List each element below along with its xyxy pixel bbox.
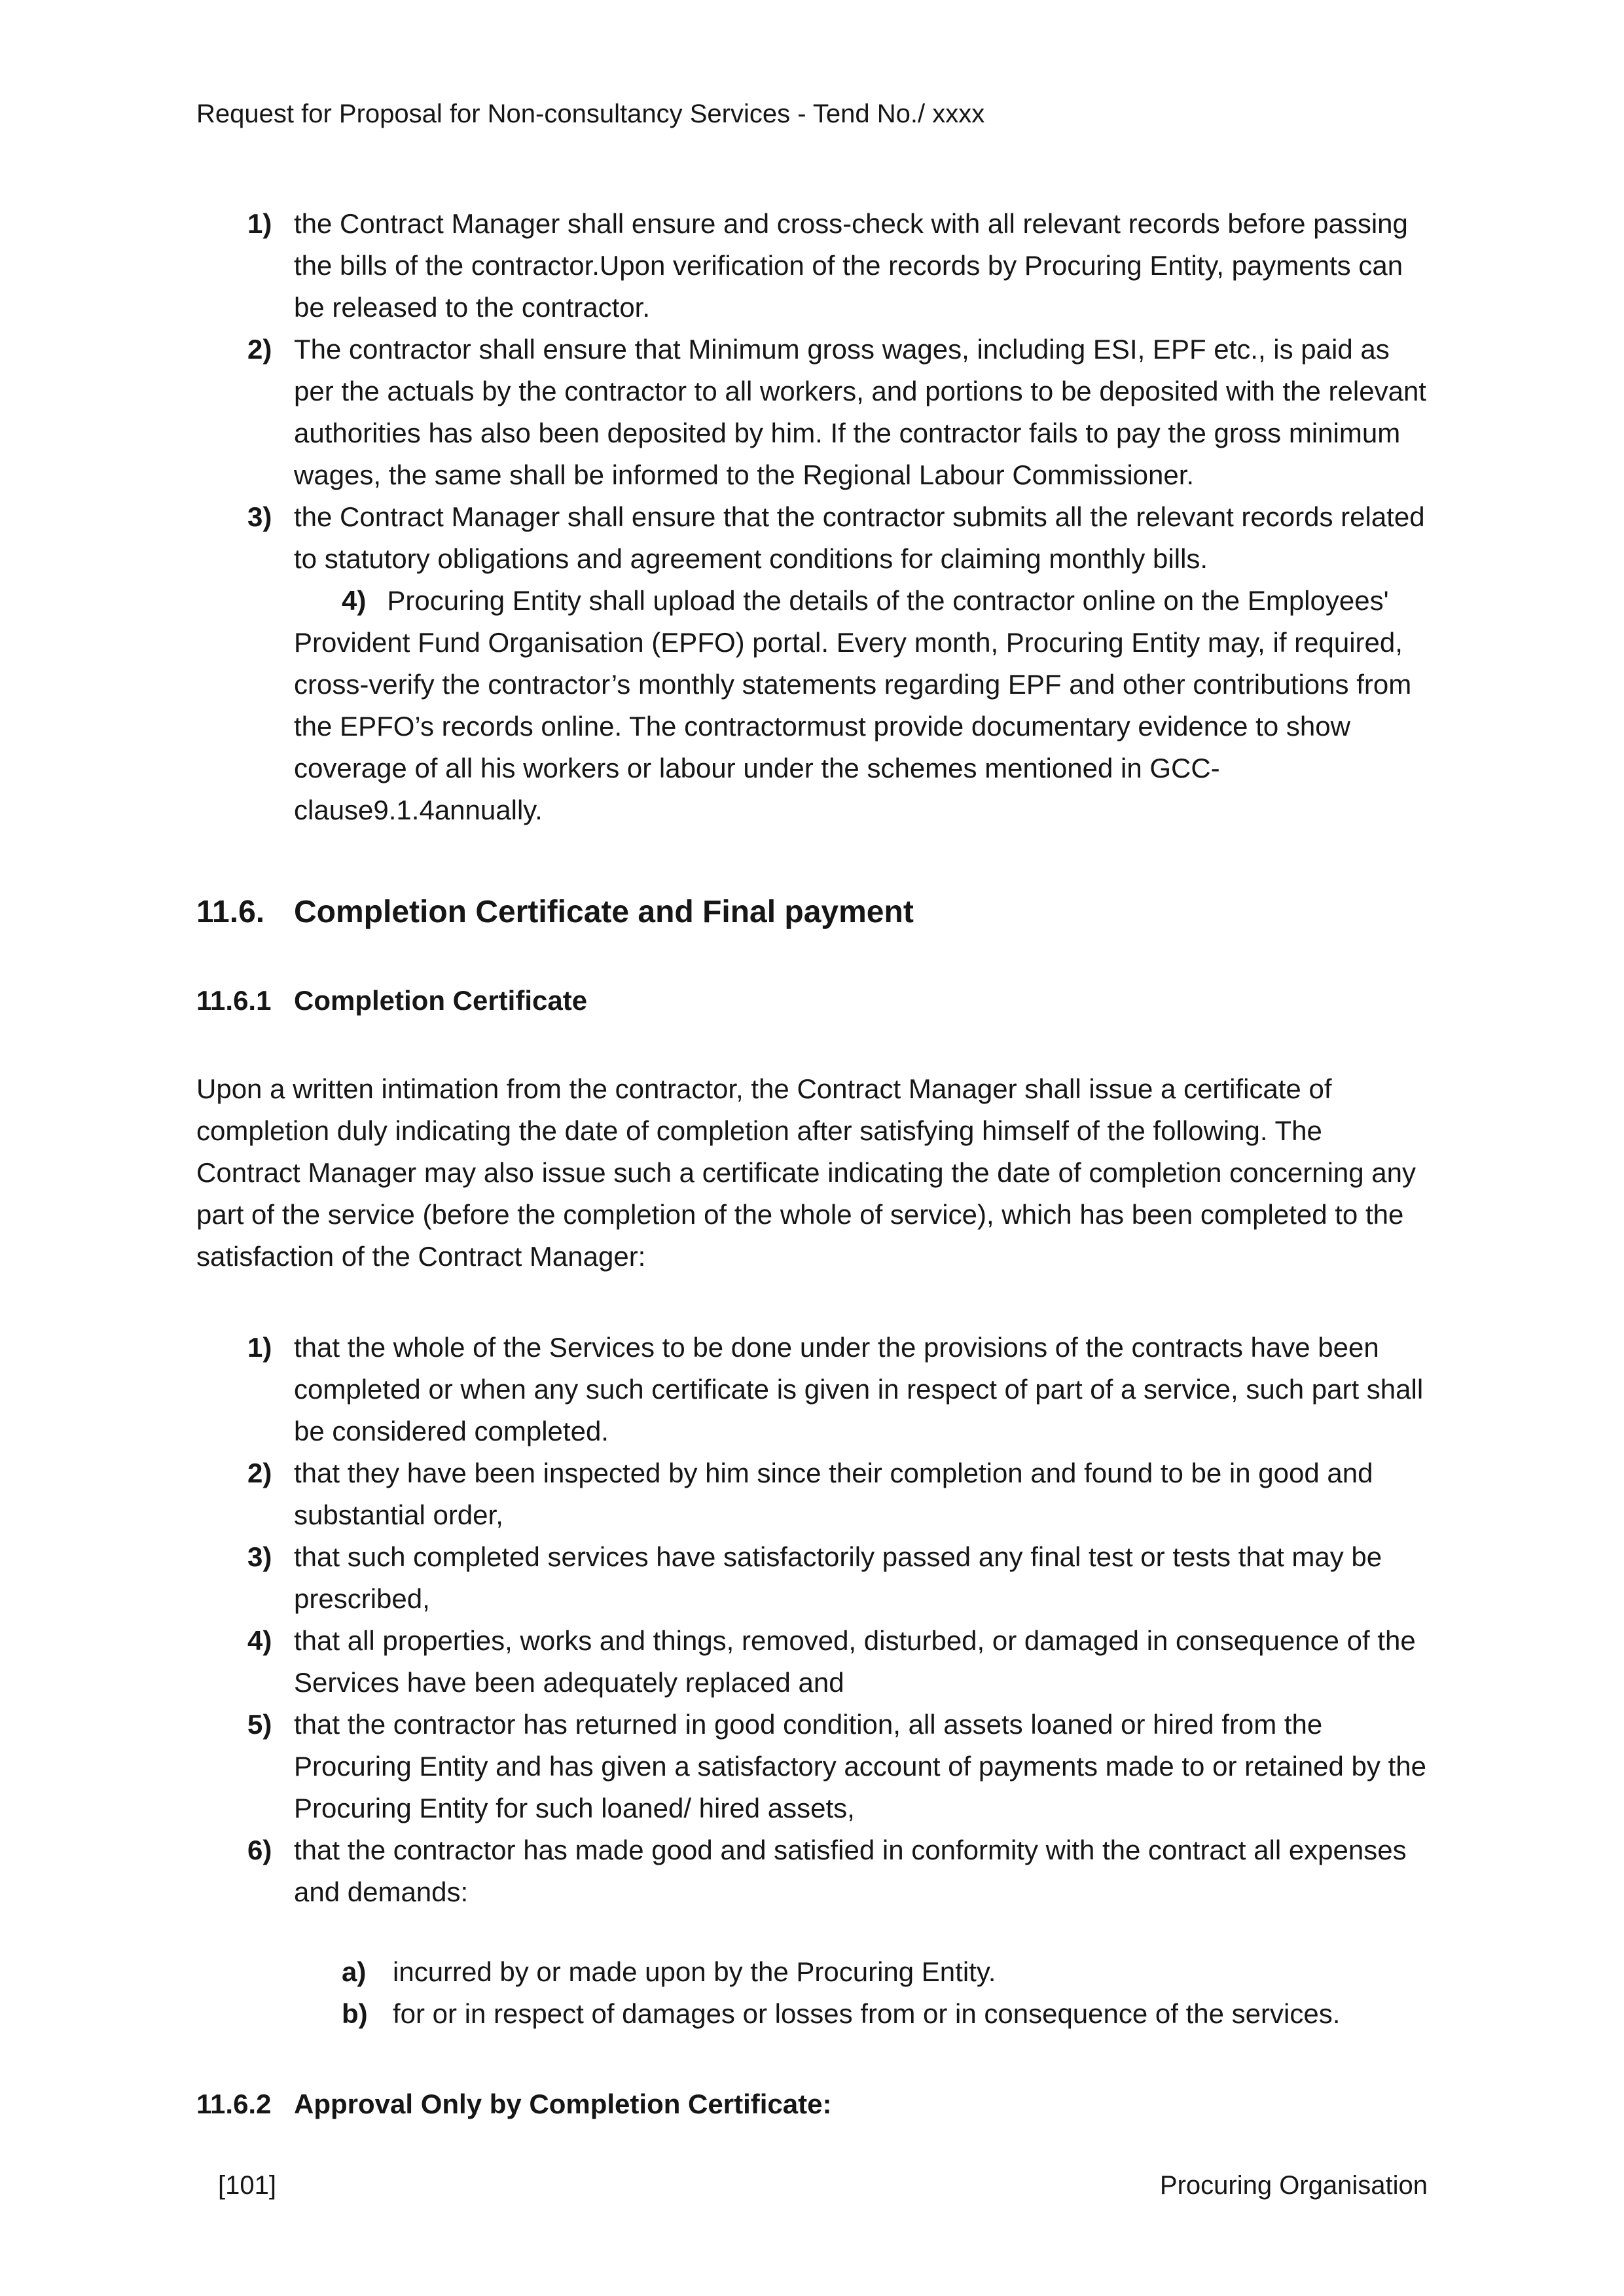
list-marker: 2) bbox=[247, 334, 272, 365]
list-item-text: that the contractor has made good and satisfied in conformity with the contract all expenses and demands: bbox=[294, 1835, 1407, 1907]
section-heading-11-6 bbox=[196, 893, 1428, 931]
sub-list-item bbox=[196, 1951, 1428, 1993]
list-marker: 5) bbox=[247, 1709, 272, 1740]
section-number: 11.6. bbox=[196, 895, 265, 929]
completion-intro-paragraph: Upon a written intimation from the contractor, the Contract Manager shall issue a certificate of completion duly indicating the date of completion after satisfying himself of the following. The Contract Manager may also issue such a certificate indicating the date of completion concerning any part of the service (before the completion of the whole of service), which has been completed to the satisfaction of the Contract Manager: bbox=[196, 1073, 1416, 1272]
list-marker: 3) bbox=[247, 501, 272, 532]
list-item bbox=[196, 1704, 1428, 1829]
sub-list-item bbox=[196, 1993, 1428, 2035]
list-marker: 2) bbox=[247, 1458, 272, 1488]
list-item-text: the Contract Manager shall ensure and cross-check with all relevant records before passing the bills of the contractor.Upon verification of the records by Procuring Entity, payments can be released to the contractor. bbox=[294, 208, 1408, 323]
list-marker: 1) bbox=[247, 1332, 272, 1363]
list-marker: 3) bbox=[247, 1541, 272, 1572]
section-title: Completion Certificate bbox=[294, 985, 588, 1016]
payment-obligations-list bbox=[196, 203, 1428, 580]
list-item bbox=[196, 1620, 1428, 1704]
section-number: 11.6.2 bbox=[196, 2089, 272, 2119]
list-item bbox=[196, 1327, 1428, 1452]
list-item-text: the Contract Manager shall ensure that the contractor submits all the relevant records related to statutory obligations and agreement conditions for claiming monthly bills. bbox=[294, 501, 1425, 574]
section-heading-11-6-2 bbox=[196, 2086, 1428, 2123]
list-marker: a) bbox=[342, 1956, 367, 1987]
list-marker: 1) bbox=[247, 208, 272, 239]
list-item-text: that the whole of the Services to be done under the provisions of the contracts have been completed or when any such certificate is given in respect of part of a service, such part shall be considered completed. bbox=[294, 1332, 1424, 1446]
list-item bbox=[196, 329, 1428, 496]
list-marker: 4) bbox=[342, 585, 367, 616]
section-title: Approval Only by Completion Certificate: bbox=[294, 2089, 832, 2119]
list-item-text: that all properties, works and things, removed, disturbed, or damaged in consequence of the Services have been adequately replaced and bbox=[294, 1625, 1416, 1698]
document-header: Request for Proposal for Non-consultancy Services - Tend No./ xxxx bbox=[196, 99, 985, 128]
page-footer bbox=[218, 2170, 1428, 2201]
footer-organisation: Procuring Organisation bbox=[1159, 2171, 1428, 2200]
list-item bbox=[196, 496, 1428, 580]
list-item bbox=[196, 203, 1428, 329]
list-item-text: that such completed services have satisfactorily passed any final test or tests that may be prescribed, bbox=[294, 1541, 1382, 1614]
list-item bbox=[196, 1452, 1428, 1536]
list-item-text: Procuring Entity shall upload the details of the contractor online on the Employees' Provident Fund Organisation (EPFO) portal. Every month, Procuring Entity may, if required, cross-verify the contractor’s monthly statements regarding EPF and other contributions from the EPFO’s records online. The contractormust provide documentary evidence to show coverage of all his workers or labour under the schemes mentioned in GCC-clause9.1.4annually. bbox=[294, 585, 1412, 825]
list-item-text: for or in respect of damages or losses from or in consequence of the services. bbox=[393, 1998, 1341, 2029]
expenses-sub-list bbox=[196, 1951, 1428, 2035]
list-item-text: incurred by or made upon by the Procuring Entity. bbox=[393, 1956, 996, 1987]
list-item-text: that they have been inspected by him since their completion and found to be in good and substantial order, bbox=[294, 1458, 1373, 1530]
list-item-4 bbox=[294, 580, 1428, 831]
list-item-text: The contractor shall ensure that Minimum gross wages, including ESI, EPF etc., is paid as per the actuals by the contractor to all workers, and portions to be deposited with the relevant authorities has also been deposited by him. If the contractor fails to pay the gross minimum wages, the same shall be informed to the Regional Labour Commissioner. bbox=[294, 334, 1426, 490]
list-marker: b) bbox=[342, 1998, 368, 2029]
list-item bbox=[196, 1829, 1428, 1913]
section-number: 11.6.1 bbox=[196, 985, 272, 1016]
completion-conditions-list bbox=[196, 1327, 1428, 1913]
section-heading-11-6-1 bbox=[196, 982, 1428, 1019]
list-marker: 4) bbox=[247, 1625, 272, 1656]
list-marker: 6) bbox=[247, 1835, 272, 1865]
page-number: [101] bbox=[218, 2171, 276, 2200]
list-item-text: that the contractor has returned in good condition, all assets loaned or hired from the Procuring Entity and has given a satisfactory account of payments made to or retained by the Procuring Entity for such loaned/ hired assets, bbox=[294, 1709, 1426, 1823]
list-item bbox=[196, 1536, 1428, 1620]
section-title: Completion Certificate and Final payment bbox=[294, 895, 914, 929]
